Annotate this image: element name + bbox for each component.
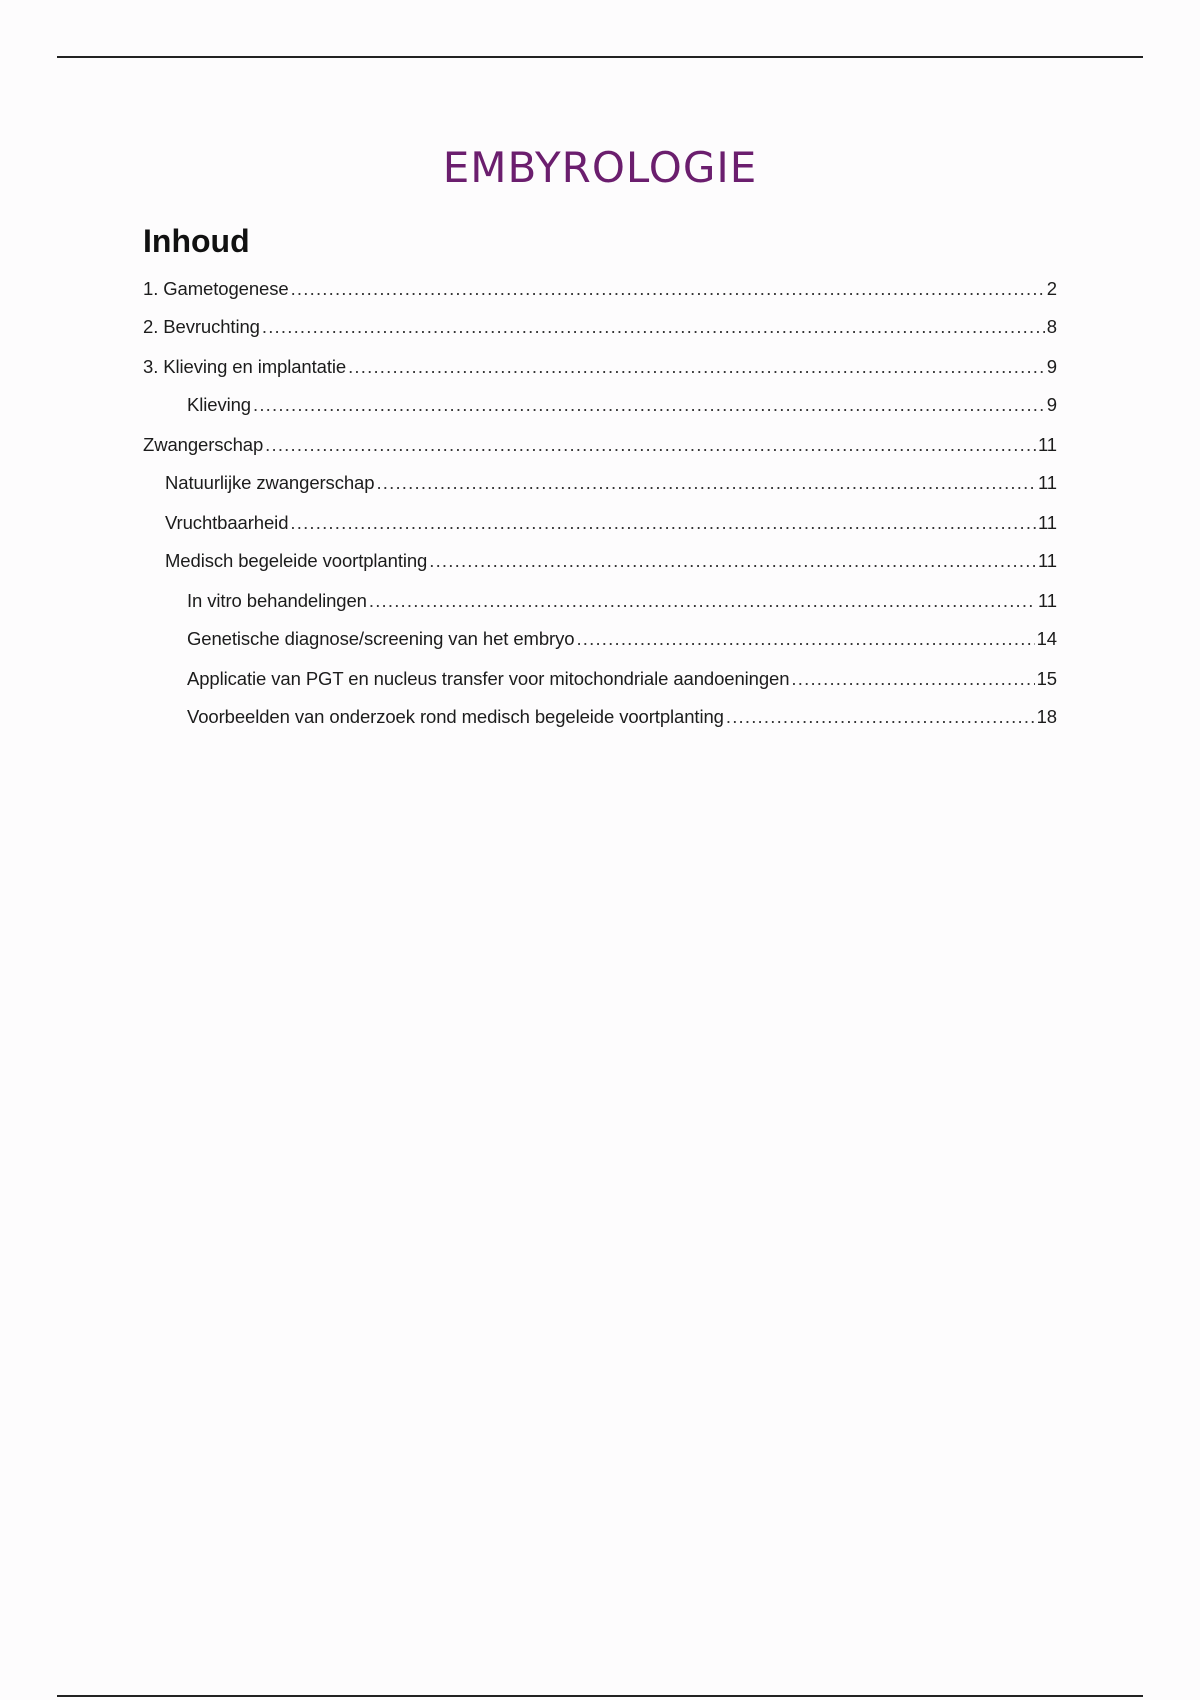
toc-entry-label: Klieving [187,394,251,415]
toc-entry-page: 11 [1037,550,1057,571]
toc-entry[interactable] [187,590,1057,614]
toc-dot-leader [576,628,1034,650]
toc-entry-label: Voorbeelden van onderzoek rond medisch begeleide voortplanting [187,706,724,727]
toc-dot-leader [262,316,1045,338]
toc-entry-label: In vitro behandelingen [187,590,367,611]
toc-entry-page: 11 [1037,590,1057,611]
toc-entry-page: 2 [1046,278,1057,299]
toc-dot-leader [290,512,1036,534]
toc-entry-page: 9 [1046,356,1057,377]
toc-entry[interactable] [187,706,1057,730]
toc-entry-page: 11 [1037,472,1057,493]
toc-entry[interactable] [187,668,1057,692]
toc-entry-label: Vruchtbaarheid [165,512,289,533]
toc-dot-leader [348,356,1045,378]
toc-entry[interactable] [165,512,1057,536]
toc-entry-page: 11 [1037,434,1057,455]
toc-entry-label: Medisch begeleide voortplanting [165,550,428,571]
footer-rule [57,1695,1143,1697]
toc-entry-label: Zwangerschap [143,434,264,455]
toc-entry-label: Genetische diagnose/screening van het embryo [187,628,575,649]
toc-entry-page: 18 [1036,706,1057,727]
toc-dot-leader [369,590,1036,612]
toc-entry[interactable] [143,278,1057,302]
toc-entry[interactable] [187,394,1057,418]
toc-entry-label: 1. Gametogenese [143,278,289,299]
toc-entry-label: Applicatie van PGT en nucleus transfer voor mitochondriale aandoeningen [187,668,790,689]
toc-entry-page: 9 [1046,394,1057,415]
toc-entry-label: Natuurlijke zwangerschap [165,472,375,493]
toc-entry[interactable] [165,472,1057,496]
toc-entry[interactable] [187,628,1057,652]
document-title: EMBYROLOGIE [442,143,758,192]
toc-entry[interactable] [143,434,1057,458]
toc-entry[interactable] [143,316,1057,340]
toc-entry-label: 3. Klieving en implantatie [143,356,347,377]
toc-dot-leader [291,278,1045,300]
toc-entry-page: 8 [1046,316,1057,337]
toc-dot-leader [791,668,1034,690]
toc-dot-leader [253,394,1045,416]
toc-heading: Inhoud [143,223,250,259]
toc-entry-label: 2. Bevruchting [143,316,260,337]
toc-entry[interactable] [143,356,1057,380]
toc-entry-page: 11 [1037,512,1057,533]
toc-dot-leader [265,434,1036,456]
toc-entry-page: 14 [1036,628,1057,649]
toc-entry[interactable] [165,550,1057,574]
toc-dot-leader [726,706,1035,728]
toc-dot-leader [376,472,1036,494]
toc-dot-leader [429,550,1036,572]
toc-entry-page: 15 [1036,668,1057,689]
